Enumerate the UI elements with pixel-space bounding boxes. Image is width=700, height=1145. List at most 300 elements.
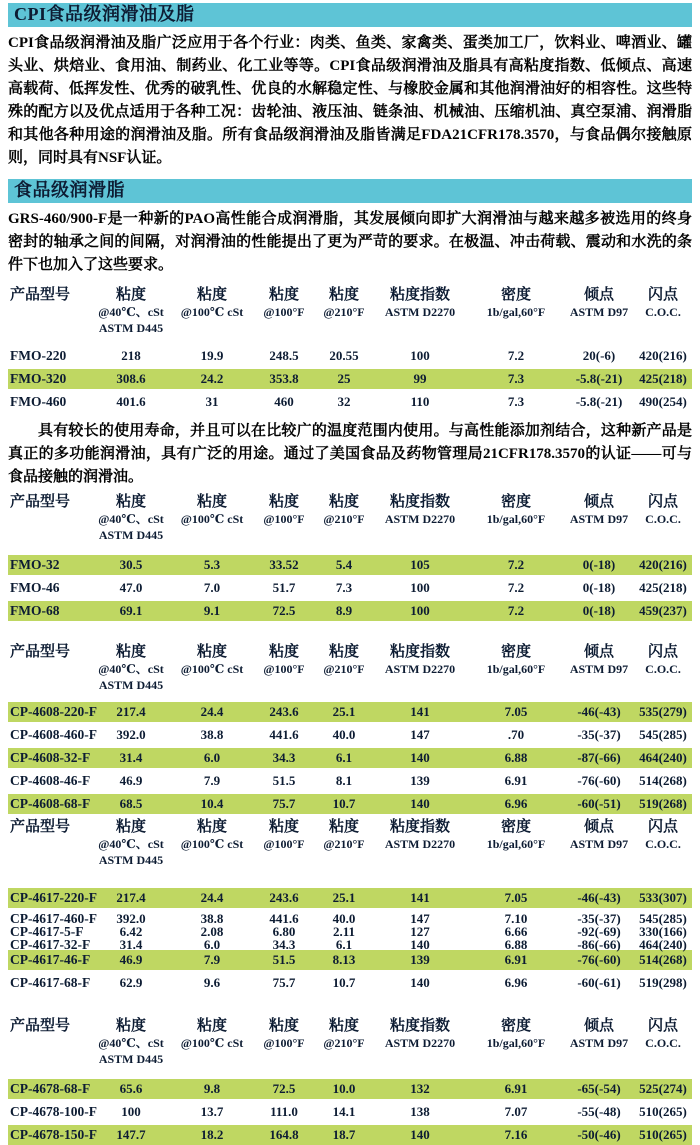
column-header — [90, 818, 172, 868]
product-model-cell: FMO-68 — [10, 603, 60, 618]
value-cell: 9.1 — [203, 603, 221, 618]
value-cell: 141 — [410, 890, 430, 905]
column-header-label: 闪点 — [647, 287, 678, 303]
column-header-sublabel: ASTM D2270 — [384, 662, 456, 676]
column-header-label: 闪点 — [647, 644, 678, 660]
column-header — [172, 286, 252, 336]
column-header — [372, 818, 468, 868]
product-model-cell: FMO-32 — [10, 557, 60, 572]
value-cell: 7.3 — [507, 371, 525, 386]
value-cell: 38.8 — [200, 911, 224, 926]
column-header-label: 粘度 — [115, 1018, 146, 1034]
column-header — [90, 1017, 172, 1067]
value-cell: 460 — [274, 394, 294, 409]
column-header-sublabel: ASTM D445 — [98, 853, 164, 867]
value-cell: 6.42 — [119, 924, 143, 939]
value-cell: 31 — [205, 394, 219, 409]
value-cell: 147 — [410, 911, 430, 926]
value-cell: 425(218) — [639, 371, 687, 386]
column-header-label: 粘度 — [196, 644, 227, 660]
value-cell: 6.88 — [504, 750, 528, 765]
value-cell: -5.8(-21) — [575, 371, 623, 386]
column-header-label: 产品型号 — [10, 494, 71, 510]
value-cell: 7.2 — [507, 557, 525, 572]
value-cell: 47.0 — [119, 580, 143, 595]
value-cell: 401.6 — [116, 394, 146, 409]
value-cell: 34.3 — [272, 937, 296, 952]
value-cell: 127 — [410, 924, 430, 939]
value-cell: 545(285) — [639, 911, 687, 926]
column-header-sublabel: C.O.C. — [645, 1036, 681, 1050]
column-header-label: 粘度 — [328, 1018, 359, 1034]
value-cell: 46.9 — [119, 952, 143, 967]
value-cell: 147 — [410, 727, 430, 742]
column-header — [252, 643, 316, 693]
column-header-sublabel: ASTM D97 — [569, 305, 629, 319]
column-header-label: 产品型号 — [10, 1018, 71, 1034]
table-row — [8, 1125, 692, 1145]
column-header-label: 密度 — [500, 644, 531, 660]
value-cell: 100 — [410, 348, 430, 363]
value-cell: 132 — [410, 1081, 430, 1096]
table-row — [8, 555, 692, 575]
product-model-cell: CP-4617-220-F — [10, 890, 97, 905]
value-cell: 2.08 — [200, 924, 224, 939]
value-cell: 7.2 — [507, 348, 525, 363]
column-header-sublabel: @210°F — [323, 305, 365, 319]
value-cell: -76(-60) — [577, 952, 621, 967]
column-header-label: 粘度 — [328, 819, 359, 835]
column-header — [252, 493, 316, 543]
table-row — [8, 725, 692, 745]
value-cell: 10.4 — [200, 796, 224, 811]
column-header-label: 产品型号 — [10, 819, 71, 835]
value-cell: 464(240) — [639, 937, 687, 952]
column-header-sublabel: @100°F — [263, 837, 305, 851]
column-header-label: 粘度指数 — [389, 644, 450, 660]
column-header-sublabel: ASTM D97 — [569, 512, 629, 526]
column-header-label: 粘度 — [268, 644, 299, 660]
column-header — [468, 493, 564, 543]
column-header-sublabel: @100°F — [263, 662, 305, 676]
column-header-product-model — [8, 818, 90, 868]
column-header-sublabel: 1b/gal,60°F — [486, 1036, 546, 1050]
value-cell: 0(-18) — [582, 580, 616, 595]
column-header — [316, 643, 372, 693]
value-cell: 51.7 — [272, 580, 296, 595]
value-cell: 140 — [410, 937, 430, 952]
column-header-sublabel: C.O.C. — [645, 512, 681, 526]
column-header-sublabel: @100℃ cSt — [180, 662, 244, 676]
value-cell: 243.6 — [269, 890, 299, 905]
value-cell: 420(216) — [639, 348, 687, 363]
product-model-cell: FMO-460 — [10, 394, 67, 409]
value-cell: 519(268) — [639, 796, 687, 811]
value-cell: 6.66 — [504, 924, 528, 939]
section-title: CPI食品级润滑油及脂 — [14, 4, 195, 24]
value-cell: 105 — [410, 557, 430, 572]
value-cell: 7.05 — [504, 890, 528, 905]
column-header-sublabel: 1b/gal,60°F — [486, 512, 546, 526]
value-cell: 51.5 — [272, 952, 296, 967]
value-cell: 490(254) — [639, 394, 687, 409]
column-header-product-model — [8, 1017, 90, 1067]
column-header — [634, 818, 692, 868]
column-header-label: 密度 — [500, 287, 531, 303]
table-body — [8, 702, 692, 814]
column-header — [172, 1017, 252, 1067]
value-cell: 40.0 — [332, 727, 356, 742]
table-row — [8, 392, 692, 412]
value-cell: 20(-6) — [582, 348, 616, 363]
value-cell: 51.5 — [272, 773, 296, 788]
value-cell: -5.8(-21) — [575, 394, 623, 409]
column-header-sublabel: C.O.C. — [645, 837, 681, 851]
spec-table-fmo-heavy — [8, 286, 692, 412]
value-cell: 20.55 — [329, 348, 359, 363]
column-header-sublabel: 1b/gal,60°F — [486, 662, 546, 676]
column-header-sublabel: ASTM D97 — [569, 662, 629, 676]
value-cell: 7.0 — [203, 580, 221, 595]
column-header-label: 闪点 — [647, 494, 678, 510]
column-header — [252, 1017, 316, 1067]
value-cell: 33.52 — [269, 557, 299, 572]
table-row — [8, 1079, 692, 1099]
column-header-sublabel: ASTM D445 — [98, 321, 164, 335]
value-cell: -60(-51) — [577, 796, 621, 811]
column-header-label: 倾点 — [583, 819, 614, 835]
column-header-label: 粘度 — [268, 494, 299, 510]
table-body — [8, 1079, 692, 1145]
value-cell: 545(285) — [639, 727, 687, 742]
column-header-sublabel: ASTM D2270 — [384, 837, 456, 851]
value-cell: 140 — [410, 1127, 430, 1142]
value-cell: 25 — [337, 371, 351, 386]
table-row — [8, 888, 692, 908]
value-cell: 9.8 — [203, 1081, 221, 1096]
column-header-sublabel: @40℃、cSt — [98, 837, 164, 851]
value-cell: -35(-37) — [577, 727, 621, 742]
value-cell: 535(279) — [639, 704, 687, 719]
column-header-label: 密度 — [500, 819, 531, 835]
value-cell: 139 — [410, 952, 430, 967]
column-header-sublabel: ASTM D2270 — [384, 512, 456, 526]
column-header-label: 倾点 — [583, 494, 614, 510]
value-cell: -76(-60) — [577, 773, 621, 788]
column-header — [564, 643, 634, 693]
value-cell: 9.6 — [203, 975, 221, 990]
value-cell: 6.0 — [203, 937, 221, 952]
table-row — [8, 794, 692, 814]
value-cell: 5.4 — [335, 557, 353, 572]
value-cell: 100 — [410, 603, 430, 618]
value-cell: 514(268) — [639, 773, 687, 788]
column-header-sublabel: @210°F — [323, 1036, 365, 1050]
column-header — [564, 818, 634, 868]
mid-paragraph: 具有较长的使用寿命，并且可以在比较广的温度范围内使用。与高性能添加剂结合，这种新产品是真正的多功能润滑油，具有广泛的用途。通过了美国食品及药物管理局21CFR178.3570的认证——可与食品接触的润滑油。 — [8, 423, 692, 485]
value-cell: 25.1 — [332, 890, 356, 905]
value-cell: 100 — [410, 580, 430, 595]
column-header-sublabel: @210°F — [323, 837, 365, 851]
column-header-sublabel: @100°F — [263, 512, 305, 526]
value-cell: -50(-46) — [577, 1127, 621, 1142]
value-cell: 308.6 — [116, 371, 146, 386]
value-cell: -46(-43) — [577, 890, 621, 905]
column-header — [172, 493, 252, 543]
column-header — [316, 493, 372, 543]
value-cell: 14.1 — [332, 1104, 356, 1119]
value-cell: .70 — [507, 727, 525, 742]
column-header — [252, 286, 316, 336]
value-cell: 13.7 — [200, 1104, 224, 1119]
value-cell: -87(-66) — [577, 750, 621, 765]
value-cell: 18.7 — [332, 1127, 356, 1142]
product-model-cell: CP-4608-220-F — [10, 704, 97, 719]
value-cell: 6.91 — [504, 952, 528, 967]
column-header — [634, 1017, 692, 1067]
column-header-label: 粘度 — [328, 287, 359, 303]
column-header — [372, 643, 468, 693]
value-cell: 110 — [410, 394, 430, 409]
value-cell: 6.96 — [504, 975, 528, 990]
column-header-label: 倾点 — [583, 287, 614, 303]
value-cell: 30.5 — [119, 557, 143, 572]
column-header — [564, 286, 634, 336]
value-cell: 69.1 — [119, 603, 143, 618]
value-cell: -92(-69) — [577, 924, 621, 939]
value-cell: 248.5 — [269, 348, 299, 363]
value-cell: 392.0 — [116, 911, 146, 926]
column-header — [172, 818, 252, 868]
value-cell: 100 — [121, 1104, 141, 1119]
column-header-label: 密度 — [500, 494, 531, 510]
column-header — [316, 818, 372, 868]
column-header-product-model — [8, 493, 90, 543]
value-cell: 7.9 — [203, 773, 221, 788]
value-cell: 32 — [337, 394, 351, 409]
column-header — [90, 643, 172, 693]
value-cell: 24.4 — [200, 704, 224, 719]
column-header-sublabel: C.O.C. — [645, 662, 681, 676]
product-model-cell: CP-4608-46-F — [10, 773, 91, 788]
column-header-label: 产品型号 — [10, 287, 71, 303]
spec-table-fmo-light — [8, 493, 692, 621]
value-cell: 7.9 — [203, 952, 221, 967]
value-cell: 519(298) — [639, 975, 687, 990]
table-row — [8, 950, 692, 970]
value-cell: 392.0 — [116, 727, 146, 742]
value-cell: 425(218) — [639, 580, 687, 595]
value-cell: 7.16 — [504, 1127, 528, 1142]
value-cell: 75.7 — [272, 796, 296, 811]
table-row — [8, 937, 692, 950]
value-cell: 218 — [121, 348, 141, 363]
column-header — [634, 643, 692, 693]
value-cell: 140 — [410, 975, 430, 990]
column-header-label: 粘度 — [196, 494, 227, 510]
table-row — [8, 771, 692, 791]
column-header-label: 密度 — [500, 1018, 531, 1034]
product-model-cell: CP-4678-150-F — [10, 1127, 97, 1142]
value-cell: 330(166) — [639, 924, 687, 939]
value-cell: 141 — [410, 704, 430, 719]
column-header-label: 粘度 — [268, 287, 299, 303]
table-row — [8, 346, 692, 366]
column-header-label: 粘度指数 — [389, 494, 450, 510]
value-cell: 140 — [410, 796, 430, 811]
intro-paragraph-oils: CPI食品级润滑油及脂广泛应用于各个行业：肉类、鱼类、家禽类、蛋类加工厂，饮料业、啤酒业、罐头业、烘焙业、食用油、制药业、化工业等等。CPI食品级润滑油及脂具有高粘度指数、低倾点、高速高载荷、低挥发性、优秀的破乳性、优良的水解稳定性、与橡胶金属和其他润滑油好的相容性。这些特殊的配方以及优点适用于各种工况：齿轮油、液压油、链条油、机械油、压缩机油、真空泵浦、润滑脂和其他各种用途的润滑油及脂。所有食品级润滑油及脂皆满足FDA21CFR178.3570，与食品偶尔接触原则，同时具有NSF认证。 — [8, 35, 692, 166]
value-cell: 6.91 — [504, 773, 528, 788]
table-row — [8, 973, 692, 993]
column-header-sublabel: @210°F — [323, 662, 365, 676]
column-header-label: 粘度 — [196, 819, 227, 835]
column-header — [468, 286, 564, 336]
column-header-label: 倾点 — [583, 644, 614, 660]
column-header-product-model — [8, 286, 90, 336]
value-cell: 25.1 — [332, 704, 356, 719]
value-cell: 140 — [410, 750, 430, 765]
table-header-row — [8, 643, 692, 693]
table-header-row — [8, 1017, 692, 1067]
table-header-row — [8, 286, 692, 336]
value-cell: 8.9 — [335, 603, 353, 618]
table-row — [8, 924, 692, 937]
spec-table-cp4608 — [8, 643, 692, 814]
value-cell: 7.3 — [335, 580, 353, 595]
value-cell: 441.6 — [269, 727, 299, 742]
table-header-row — [8, 818, 692, 868]
column-header — [372, 286, 468, 336]
column-header-sublabel: ASTM D97 — [569, 837, 629, 851]
value-cell: 217.4 — [116, 704, 146, 719]
value-cell: 7.2 — [507, 580, 525, 595]
column-header — [634, 493, 692, 543]
column-header — [634, 286, 692, 336]
table-body — [8, 555, 692, 621]
column-header-sublabel: ASTM D445 — [98, 528, 164, 542]
value-cell: 420(216) — [639, 557, 687, 572]
column-header-sublabel: @40℃、cSt — [98, 1036, 164, 1050]
table-row — [8, 911, 692, 924]
value-cell: 65.6 — [119, 1081, 143, 1096]
value-cell: 138 — [410, 1104, 430, 1119]
product-model-cell: CP-4678-100-F — [10, 1104, 97, 1119]
column-header — [468, 643, 564, 693]
value-cell: 441.6 — [269, 911, 299, 926]
product-model-cell: FMO-220 — [10, 348, 67, 363]
value-cell: -35(-37) — [577, 911, 621, 926]
value-cell: 6.80 — [272, 924, 296, 939]
value-cell: 8.13 — [332, 952, 356, 967]
value-cell: 10.0 — [332, 1081, 356, 1096]
column-header — [468, 1017, 564, 1067]
value-cell: 24.4 — [200, 890, 224, 905]
column-header-label: 粘度 — [115, 644, 146, 660]
value-cell: 353.8 — [269, 371, 299, 386]
value-cell: 31.4 — [119, 937, 143, 952]
column-header-label: 产品型号 — [10, 644, 71, 660]
column-header-label: 闪点 — [647, 819, 678, 835]
value-cell: 34.3 — [272, 750, 296, 765]
value-cell: 19.9 — [200, 348, 224, 363]
column-header-sublabel: @40℃、cSt — [98, 305, 164, 319]
column-header-label: 粘度 — [196, 287, 227, 303]
column-header-label: 闪点 — [647, 1018, 678, 1034]
column-header-sublabel: ASTM D2270 — [384, 1036, 456, 1050]
product-model-cell: CP-4608-460-F — [10, 727, 97, 742]
value-cell: 510(265) — [639, 1104, 687, 1119]
column-header-sublabel: @40℃、cSt — [98, 512, 164, 526]
column-header-label: 粘度指数 — [389, 287, 450, 303]
column-header-sublabel: C.O.C. — [645, 305, 681, 319]
table-header-row — [8, 493, 692, 543]
value-cell: 6.0 — [203, 750, 221, 765]
value-cell: 99 — [413, 371, 427, 386]
product-model-cell: CP-4617-46-F — [10, 952, 91, 967]
value-cell: 68.5 — [119, 796, 143, 811]
section-title-bar-grease — [8, 179, 692, 203]
value-cell: 139 — [410, 773, 430, 788]
value-cell: 31.4 — [119, 750, 143, 765]
value-cell: 2.11 — [332, 924, 356, 939]
value-cell: 38.8 — [200, 727, 224, 742]
value-cell: 525(274) — [639, 1081, 687, 1096]
value-cell: 5.3 — [203, 557, 221, 572]
value-cell: -65(-54) — [577, 1081, 621, 1096]
table-row — [8, 702, 692, 722]
value-cell: 72.5 — [272, 1081, 296, 1096]
value-cell: -46(-43) — [577, 704, 621, 719]
column-header — [468, 818, 564, 868]
product-model-cell: CP-4617-460-F — [10, 911, 97, 926]
column-header-label: 粘度 — [115, 287, 146, 303]
column-header-label: 粘度 — [328, 494, 359, 510]
table-row — [8, 578, 692, 598]
table-row — [8, 748, 692, 768]
table-row — [8, 1102, 692, 1122]
intro-paragraph-grease: GRS-460/900-F是一种新的PAO高性能合成润滑脂，其发展倾向即扩大润滑油与越来越多被选用的终身密封的轴承之间的间隔，对润滑油的性能提出了更为严苛的要求。在极温、冲击荷载、震动和水洗的条件下也加入了这些要求。 — [8, 211, 692, 273]
column-header-sublabel: @210°F — [323, 512, 365, 526]
column-header-label: 粘度 — [328, 644, 359, 660]
column-header — [252, 818, 316, 868]
column-header — [564, 493, 634, 543]
value-cell: 6.96 — [504, 796, 528, 811]
value-cell: 147.7 — [116, 1127, 146, 1142]
value-cell: 10.7 — [332, 975, 356, 990]
value-cell: 514(268) — [639, 952, 687, 967]
value-cell: 0(-18) — [582, 603, 616, 618]
column-header-sublabel: 1b/gal,60°F — [486, 305, 546, 319]
value-cell: 7.07 — [504, 1104, 528, 1119]
value-cell: 24.2 — [200, 371, 224, 386]
value-cell: 7.10 — [504, 911, 528, 926]
value-cell: -60(-61) — [577, 975, 621, 990]
column-header-sublabel: 1b/gal,60°F — [486, 837, 546, 851]
value-cell: 6.91 — [504, 1081, 528, 1096]
value-cell: 10.7 — [332, 796, 356, 811]
column-header-label: 粘度 — [115, 494, 146, 510]
column-header-sublabel: @100℃ cSt — [180, 837, 244, 851]
product-model-cell: CP-4617-32-F — [10, 937, 91, 952]
value-cell: 243.6 — [269, 704, 299, 719]
column-header-label: 倾点 — [583, 1018, 614, 1034]
column-header-sublabel: ASTM D2270 — [384, 305, 456, 319]
table-row — [8, 601, 692, 621]
column-header-label: 粘度 — [268, 819, 299, 835]
column-header-label: 粘度 — [196, 1018, 227, 1034]
value-cell: 72.5 — [272, 603, 296, 618]
value-cell: 111.0 — [270, 1104, 298, 1119]
